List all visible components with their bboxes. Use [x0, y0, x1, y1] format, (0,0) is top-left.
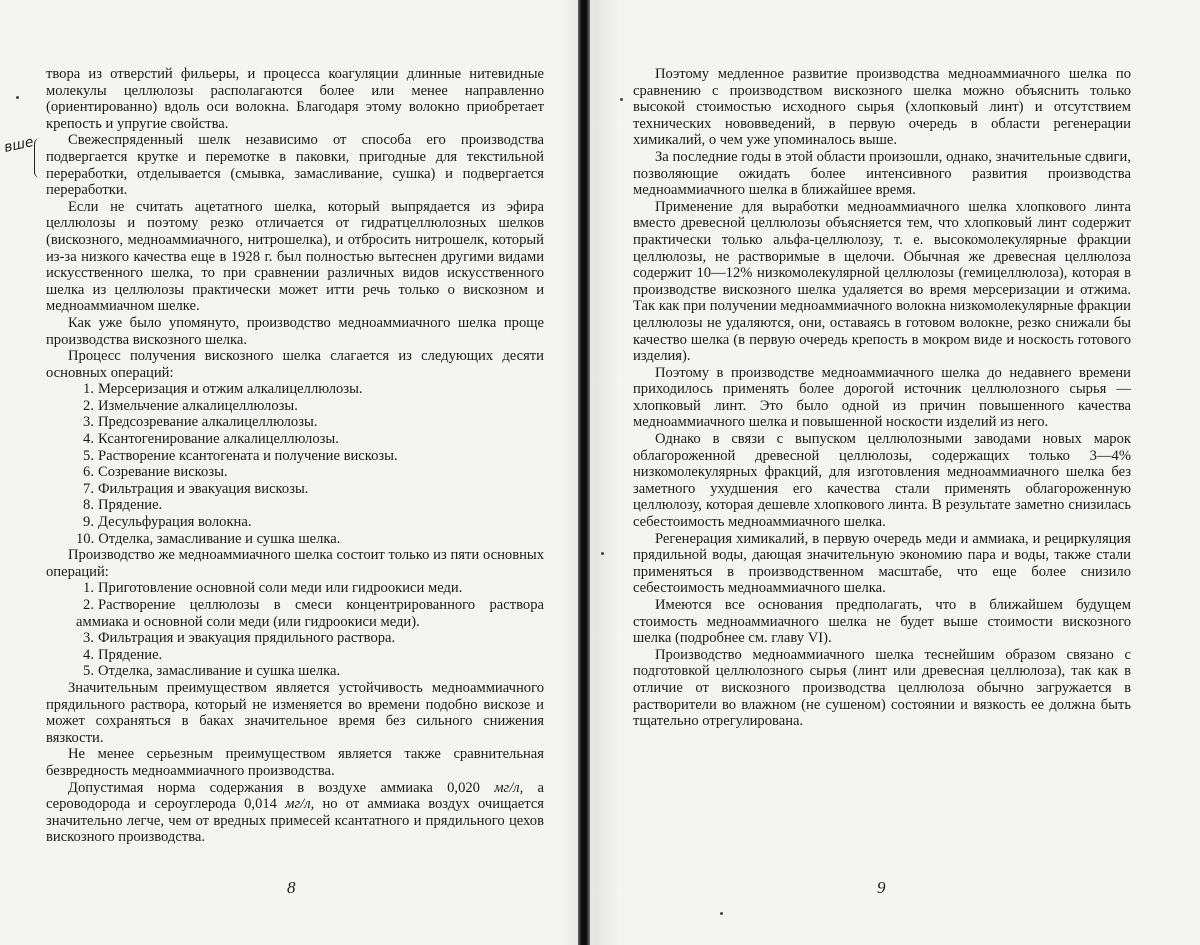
spine-shadow [560, 0, 620, 945]
viscose-operations-list [46, 381, 544, 547]
right-page-text [633, 66, 1131, 730]
list-item: 4. Прядение. [83, 646, 163, 663]
paragraph: Имеются все основания предполагать, что в ближайшем будущем стоимость медноаммиачного шелка не будет выше стоимости вискозного шелка (подробнее см. главу VI). [633, 597, 1131, 647]
list-item: 8. Прядение. [83, 497, 163, 514]
handwritten-margin-note: вше [2, 134, 36, 156]
paragraph: Поэтому в производстве медноаммиачного шелка до недавнего времени приходилось применять более дорогой источник целлюлозного сырья — хлопковый линт. Это было одной из причин повышенного качества медноаммиачного шелка и повышенной носкости изделий из него. [633, 364, 1131, 431]
list-item: 1. Мерсеризация и отжим алкалицеллюлозы. [83, 381, 363, 398]
paragraph: Если не считать ацетатного шелка, который выпрядается из эфира целлюлозы и поэтому резко отличается от гидратцеллюлозных шелков (вискозного, медноаммиачного, нитрошелка), и отбросить нитрошелк, который из-за низкого качества еще в 1928 г. был полностью вытеснен другими видами искусственного шелка, то при сравнении различных видов искусственного шелка из целлюлозы практически может итти речь только о вискозном и медноаммиачном шелке. [46, 198, 544, 315]
cuprammonium-operations-list [46, 580, 544, 680]
list-item: 10. Отделка, замасливание и сушка шелка. [76, 530, 341, 547]
list-item: 2. Измельчение алкалицеллюлозы. [83, 397, 298, 414]
paragraph: Производство же медноаммиачного шелка состоит только из пяти основных операций: [46, 547, 544, 580]
speck [720, 912, 723, 915]
paragraph: твора из отверстий фильеры, и процесса коагуляции длинные нитевидные молекулы целлюлозы располагаются более или менее направленно (ориентированно) вдоль оси волокна. Благодаря этому волокно приобретает крепость и упругие свойства. [46, 66, 544, 132]
list-item: 5. Отделка, замасливание и сушка шелка. [83, 663, 341, 680]
list-item: 2. Растворение целлюлозы в смеси концентрированного раствора аммиака и основной соли меди (или гидроокиси меди). [76, 597, 544, 630]
left-page-text [46, 66, 544, 846]
paragraph: Не менее серьезным преимуществом является также сравнительная безвредность медноаммиачного производства. [46, 746, 544, 779]
list-item: 3. Предсозревание алкалицеллюлозы. [83, 414, 318, 431]
speck [601, 552, 604, 555]
paragraph: Производство медноаммиачного шелка теснейшим образом связано с подготовкой целлюлозного сырья (линт или древесная целлюлоза), так как в отличие от вискозного производства целлюлоза обычно загружается в растворители во влажном (не сушеном) состоянии и вязкость ее должна быть тщательно отрегулирована. [633, 646, 1131, 730]
list-item: 5. Растворение ксантогената и получение вискозы. [83, 447, 398, 464]
speck [16, 96, 19, 99]
paragraph: Регенерация химикалий, в первую очередь меди и аммиака, и рециркуляция прядильной воды, дающая значительную экономию пара и воды, также стали применяться в производственном масштабе, что еще более снизило себестоимость медноаммиачного шелка. [633, 530, 1131, 597]
paragraph: Однако в связи с выпуском целлюлозными заводами новых марок облагороженной древесной целлюлозы, содержащих только 3—4% низкомолекулярных фракций, для изготовления медноаммиачного шелка без заметного ухудшения его качества стали применять облагороженную целлюлозу, которая дешевле хлопкового линта. В результате заметно снизилась себестоимость медноаммиачного шелка. [633, 431, 1131, 531]
list-item: 4. Ксантогенирование алкалицеллюлозы. [83, 431, 339, 448]
paragraph: Как уже было упомянуто, производство медноаммиачного шелка проще производства вискозного шелка. [46, 314, 544, 348]
handwritten-brace [34, 138, 43, 178]
paragraph: Свежеспряденный шелк независимо от способа его производства подвергается крутке и перемотке в паковки, пригодные для текстильной переработки, отделывается (смывка, замасливание, сушка) и подвергается переработки. [46, 132, 544, 199]
paragraph: Применение для выработки медноаммиачного шелка хлопкового линта вместо древесной целлюлозы объясняется тем, что хлопковый линт содержит практически только альфа-целлюлозу, т. е. высокомолекулярные фракции целлюлозы, не растворимые в щелочи. Обычная же древесная целлюлоза содержит 10—12% низкомолекулярной целлюлозы (гемицеллюлоза), которая в производстве вискозного шелка удаляется во время мерсеризации и отжима. Так как при получении медноаммиачного волокна низкомолекулярные фракции целлюлозы не удаляются, они, оставаясь в готовом волокне, резко снижали бы качество шелка (в первую очередь крепость в мокром виде и носкость готового изделия). [633, 198, 1131, 365]
speck [620, 98, 623, 101]
book-spine [578, 0, 590, 945]
paragraph: Поэтому медленное развитие производства медноаммиачного шелка по сравнению с производством вискозного шелка можно объяснить только высокой стоимостью исходного сырья (хлопковый линт) и отсутствием технических нововведений, в первую очередь в области регенерации химикалий, о чем уже упоминалось выше. [633, 66, 1131, 149]
paragraph: Допустимая норма содержания в воздухе аммиака 0,020 мг/л, а сероводорода и сероуглерода 0,014 мг/л, но от аммиака воздух очищается значительно легче, чем от вредных примесей ксантатного и прядильного цехов вискозного производства. [46, 779, 545, 846]
list-item: 3. Фильтрация и эвакуация прядильного раствора. [83, 630, 396, 647]
list-item: 1. Приготовление основной соли меди или гидроокиси меди. [83, 580, 463, 597]
list-item: 6. Созревание вискозы. [83, 464, 228, 481]
paragraph: Значительным преимуществом является устойчивость медноаммиачного прядильного раствора, который не изменяется во времени подобно вискозе и может сохраняться в баках значительное время без сильного снижения вязкости. [46, 679, 544, 746]
page-number: 9 [877, 878, 886, 897]
paragraph: За последние годы в этой области произошли, однако, значительные сдвиги, позволяющие ожидать более интенсивного развития производства медноаммиачного шелка в ближайшее время. [633, 148, 1131, 199]
list-item: 7. Фильтрация и эвакуация вискозы. [83, 480, 309, 497]
list-item: 9. Десульфурация волокна. [83, 514, 252, 531]
paragraph: Процесс получения вискозного шелка слагается из следующих десяти основных операций: [46, 348, 544, 381]
page-number: 8 [287, 878, 296, 897]
